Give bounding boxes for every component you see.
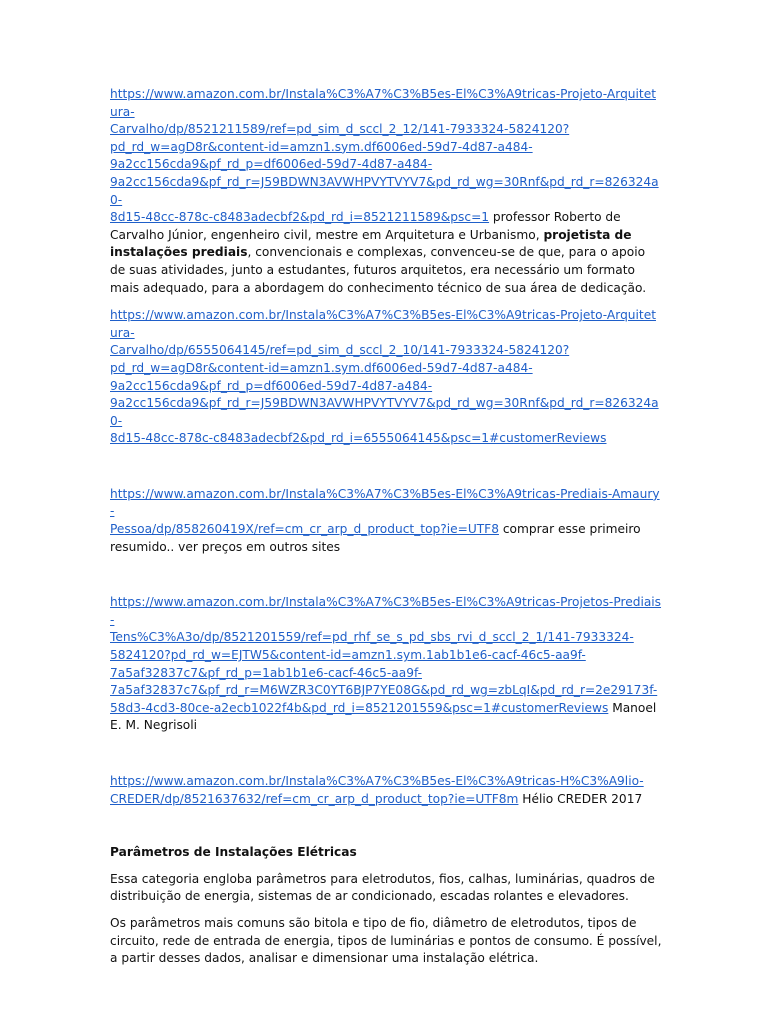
author-name-year: Hélio CREDER 2017 <box>518 791 643 806</box>
section-heading: Parâmetros de Instalações Elétricas <box>110 845 357 860</box>
link-line[interactable]: CREDER/dp/8521637632/ref=cm_cr_arp_d_product_top?ie=UTF8m <box>110 791 519 806</box>
link-line[interactable]: https://www.amazon.com.br/Instala%C3%A7%C3%B5es-El%C3%A9tricas-Projetos-Prediais- <box>110 595 662 627</box>
link-line[interactable]: Tens%C3%A3o/dp/8521201559/ref=pd_rhf_se_s_pd_sbs_rvi_d_sccl_2_1/141-7933324- <box>110 630 634 645</box>
body-paragraph-1: Essa categoria engloba parâmetros para eletrodutos, fios, calhas, luminárias, quadros de distribuição de energia, sistemas de ar condicionado, escadas rolantes e elevadores. <box>110 871 655 904</box>
body-paragraph-2: Os parâmetros mais comuns são bitola e tipo de fio, diâmetro de eletrodutos, tipos de circuito, rede de entrada de energia, tipos de luminárias e pontos de consumo. É possível, a partir desses dados, analisar e dimensionar uma instalação elétrica. <box>110 915 662 966</box>
document-body <box>110 86 662 968</box>
link-line[interactable]: pd_rd_w=agD8r&content-id=amzn1.sym.df6006ed-59d7-4d87-a484- <box>110 360 533 375</box>
link-line[interactable]: 8d15-48cc-878c-c8483adecbf2&pd_rd_i=8521211589&psc=1 <box>110 210 490 225</box>
link-line[interactable]: Pessoa/dp/858260419X/ref=cm_cr_arp_d_product_top?ie=UTF8 <box>110 522 499 537</box>
link-line[interactable]: 7a5af32837c7&pf_rd_r=M6WZR3C0YT6BJP7YE08G&pd_rd_wg=zbLqI&pd_rd_r=2e29173f- <box>110 683 658 698</box>
link-line[interactable]: 9a2cc156cda9&pf_rd_r=J59BDWN3AVWHPVYTVYV7&pd_rd_wg=30Rnf&pd_rd_r=826324a0- <box>110 396 659 428</box>
paragraph-book-amaury-pessoa <box>110 486 662 556</box>
amazon-link-negrisoli[interactable] <box>110 595 661 715</box>
author-name: Manoel E. M. Negrisoli <box>110 700 657 733</box>
link-line[interactable]: https://www.amazon.com.br/Instala%C3%A7%C3%B5es-El%C3%A9tricas-Prediais-Amaury- <box>110 486 660 519</box>
bold-phrase: projetista de instalações prediais <box>110 227 632 260</box>
paragraph-text-continued: , convencionais e complexas, convenceu-se de que, para o apoio de suas atividades, junto a estudantes, futuros arquitetos, era necessário um formato mais adequado, para a abordagem do conhecimento técnico de sua área de dedicação. <box>110 245 647 295</box>
link-line[interactable]: 5824120?pd_rd_w=EJTW5&content-id=amzn1.sym.1ab1b1e6-cacf-46c5-aa9f- <box>110 648 586 663</box>
link-line[interactable]: Carvalho/dp/6555064145/ref=pd_sim_d_sccl_2_10/141-7933324-5824120? <box>110 343 570 358</box>
paragraph-book-negrisoli <box>110 594 662 735</box>
link-line[interactable]: 7a5af32837c7&pf_rd_p=1ab1b1e6-cacf-46c5-aa9f- <box>110 665 422 680</box>
paragraph-text: professor Roberto de Carvalho Júnior, engenheiro civil, mestre em Arquitetura e Urbanismo, <box>110 210 621 242</box>
amazon-link-carvalho-6555064145[interactable] <box>110 308 659 445</box>
link-line[interactable]: https://www.amazon.com.br/Instala%C3%A7%C3%B5es-El%C3%A9tricas-H%C3%A9lio- <box>110 774 644 788</box>
paragraph-book-carvalho-2 <box>110 307 662 448</box>
link-line[interactable]: pd_rd_w=agD8r&content-id=amzn1.sym.df6006ed-59d7-4d87-a484- <box>110 139 533 154</box>
link-line[interactable]: 8d15-48cc-878c-c8483adecbf2&pd_rd_i=6555064145&psc=1#customerReviews <box>110 431 607 446</box>
amazon-link-carvalho-8521211589[interactable] <box>110 87 659 224</box>
link-line[interactable]: 9a2cc156cda9&pf_rd_p=df6006ed-59d7-4d87-a484- <box>110 378 433 393</box>
paragraph-book-creder <box>110 773 662 808</box>
paragraph-note: comprar esse primeiro resumido.. ver preços em outros sites <box>110 522 641 554</box>
link-line[interactable]: https://www.amazon.com.br/Instala%C3%A7%C3%B5es-El%C3%A9tricas-Projeto-Arquitetura- <box>110 87 656 119</box>
paragraph-book-carvalho <box>110 86 662 297</box>
link-line[interactable]: 9a2cc156cda9&pf_rd_r=J59BDWN3AVWHPVYTVYV7&pd_rd_wg=30Rnf&pd_rd_r=826324a0- <box>110 174 659 207</box>
link-line[interactable]: 9a2cc156cda9&pf_rd_p=df6006ed-59d7-4d87-a484- <box>110 157 433 172</box>
link-line[interactable]: Carvalho/dp/8521211589/ref=pd_sim_d_sccl_2_12/141-7933324-5824120? <box>110 122 570 137</box>
link-line[interactable]: https://www.amazon.com.br/Instala%C3%A7%C3%B5es-El%C3%A9tricas-Projeto-Arquitetura- <box>110 308 656 340</box>
link-line[interactable]: 58d3-4cd3-80ce-a2ecb1022f4b&pd_rd_i=8521201559&psc=1#customerReviews <box>110 700 609 715</box>
